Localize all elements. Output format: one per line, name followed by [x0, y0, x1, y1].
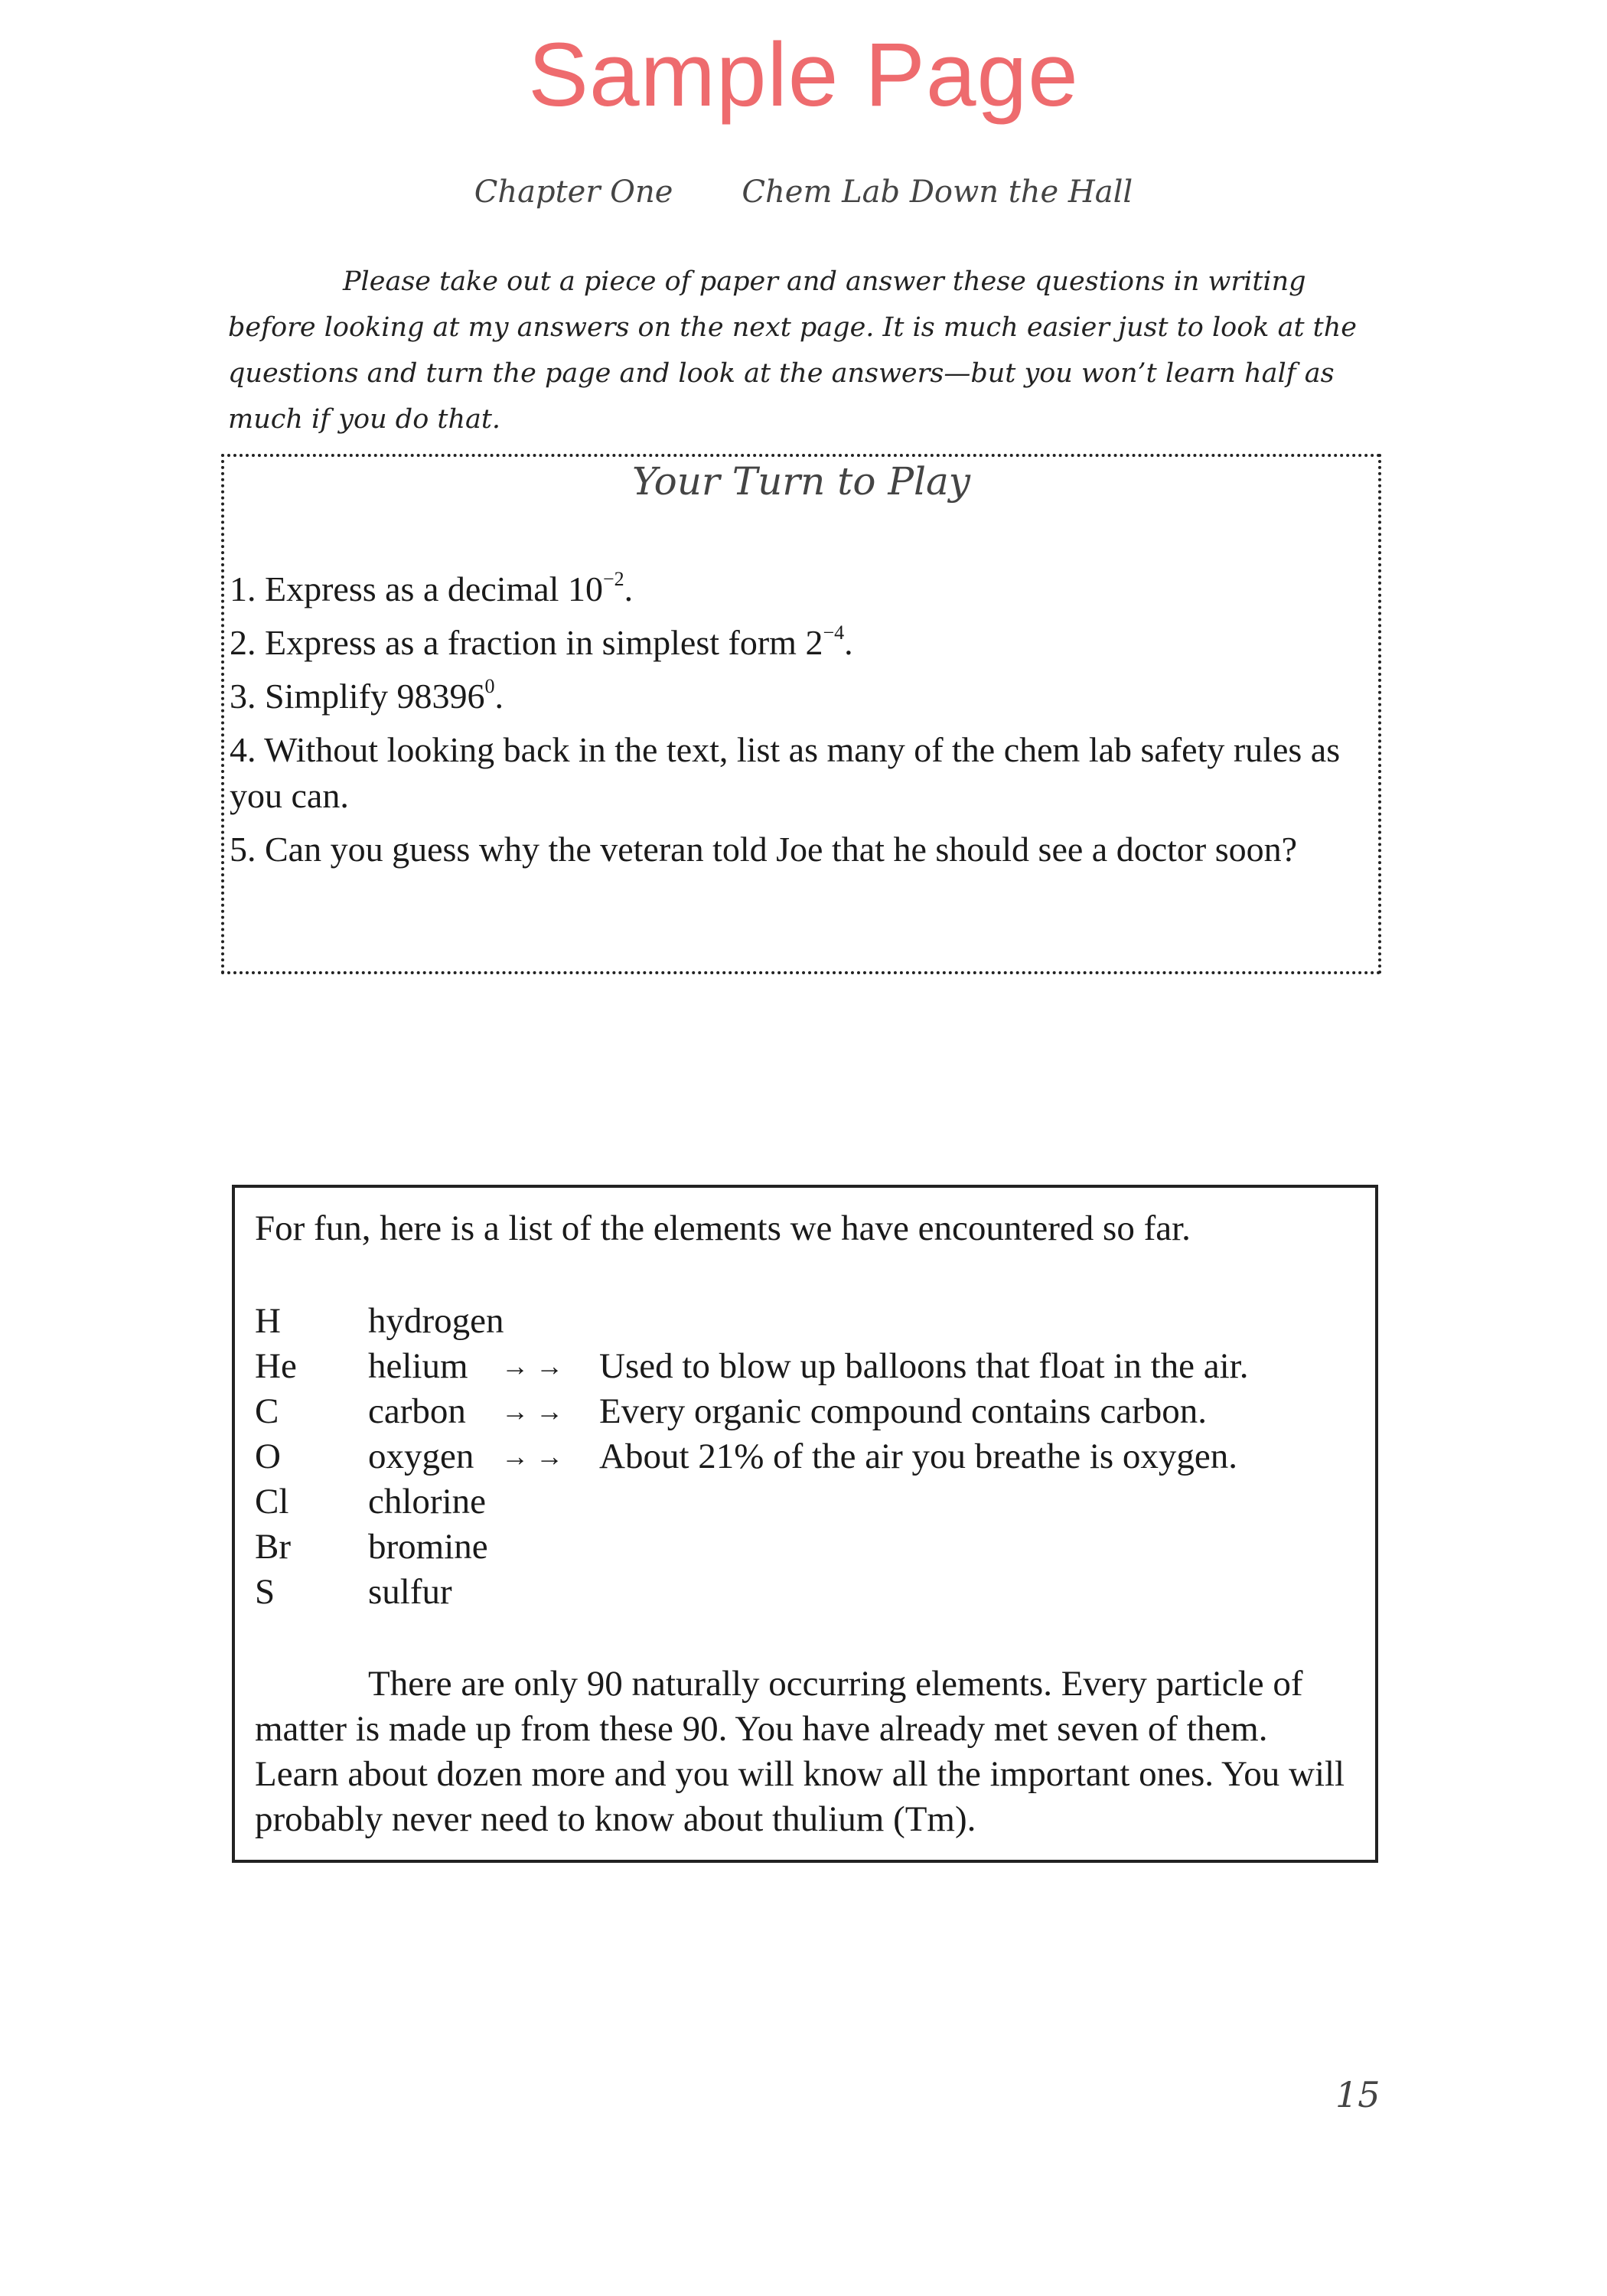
element-symbol: O: [255, 1437, 281, 1476]
element-name: helium: [368, 1346, 468, 1386]
element-row: [255, 1525, 1357, 1570]
element-name: oxygen: [368, 1437, 474, 1476]
elements-list: [255, 1299, 1357, 1615]
element-symbol: S: [255, 1572, 275, 1612]
chapter-title: Chem Lab Down the Hall: [742, 174, 1133, 210]
element-row: [255, 1479, 1357, 1525]
element-row: [255, 1344, 1357, 1389]
element-note: Every organic compound contains carbon.: [599, 1391, 1207, 1431]
question-item: 1. Express as a decimal $10^{-2}$.: [230, 568, 634, 608]
element-symbol: H: [255, 1301, 281, 1341]
element-symbol: Br: [255, 1527, 291, 1567]
element-name: bromine: [368, 1527, 488, 1567]
element-row: [255, 1434, 1357, 1479]
element-name: sulfur: [368, 1572, 452, 1612]
element-row: [255, 1299, 1357, 1344]
arrow-icon: → →: [501, 1351, 563, 1381]
element-note: Used to blow up balloons that float in the air.: [599, 1346, 1249, 1386]
question-item: 3. Simplify 98396$^0$.: [230, 675, 504, 716]
arrow-icon: → →: [501, 1441, 563, 1472]
page-number: 15: [1335, 2074, 1380, 2115]
your-turn-title: Your Turn to Play: [631, 459, 971, 504]
element-symbol: C: [255, 1391, 279, 1431]
element-symbol: Cl: [255, 1482, 289, 1521]
question-item: 2. Express as a fraction in simplest form $2^{-4}$.: [230, 621, 853, 662]
elements-closing-paragraph: There are only 90 naturally occurring elements. Every particle of matter is made up from these 90. You have already met seven of them. Learn about dozen more and you will know all the important ones. You will probably never need to know about thulium (Tm).: [255, 1664, 1345, 1839]
question-list: [230, 566, 1347, 880]
element-symbol: He: [255, 1346, 297, 1386]
element-name: chlorine: [368, 1482, 486, 1521]
element-name: carbon: [368, 1391, 466, 1431]
question-item: 5. Can you guess why the veteran told Joe that he should see a doctor soon?: [230, 830, 1298, 869]
elements-intro: For fun, here is a list of the elements we have encountered so far.: [255, 1208, 1191, 1248]
intro-paragraph: Please take out a piece of paper and answer these questions in writing before looking at my answers on the next page. It is much easier just to look at the questions and turn the page and look at the answers—but you won’t learn half as much if you do that.: [228, 266, 1357, 435]
chapter-label: Chapter One: [474, 174, 673, 210]
element-row: [255, 1389, 1357, 1434]
element-name: hydrogen: [368, 1301, 504, 1341]
arrow-icon: → →: [501, 1396, 563, 1427]
sample-page-watermark: Sample Page: [528, 24, 1079, 126]
element-note: About 21% of the air you breathe is oxygen.: [599, 1437, 1238, 1476]
chapter-header: [0, 174, 1607, 210]
element-row: [255, 1570, 1357, 1615]
question-item: 4. Without looking back in the text, list as many of the chem lab safety rules as you can.: [230, 730, 1341, 815]
